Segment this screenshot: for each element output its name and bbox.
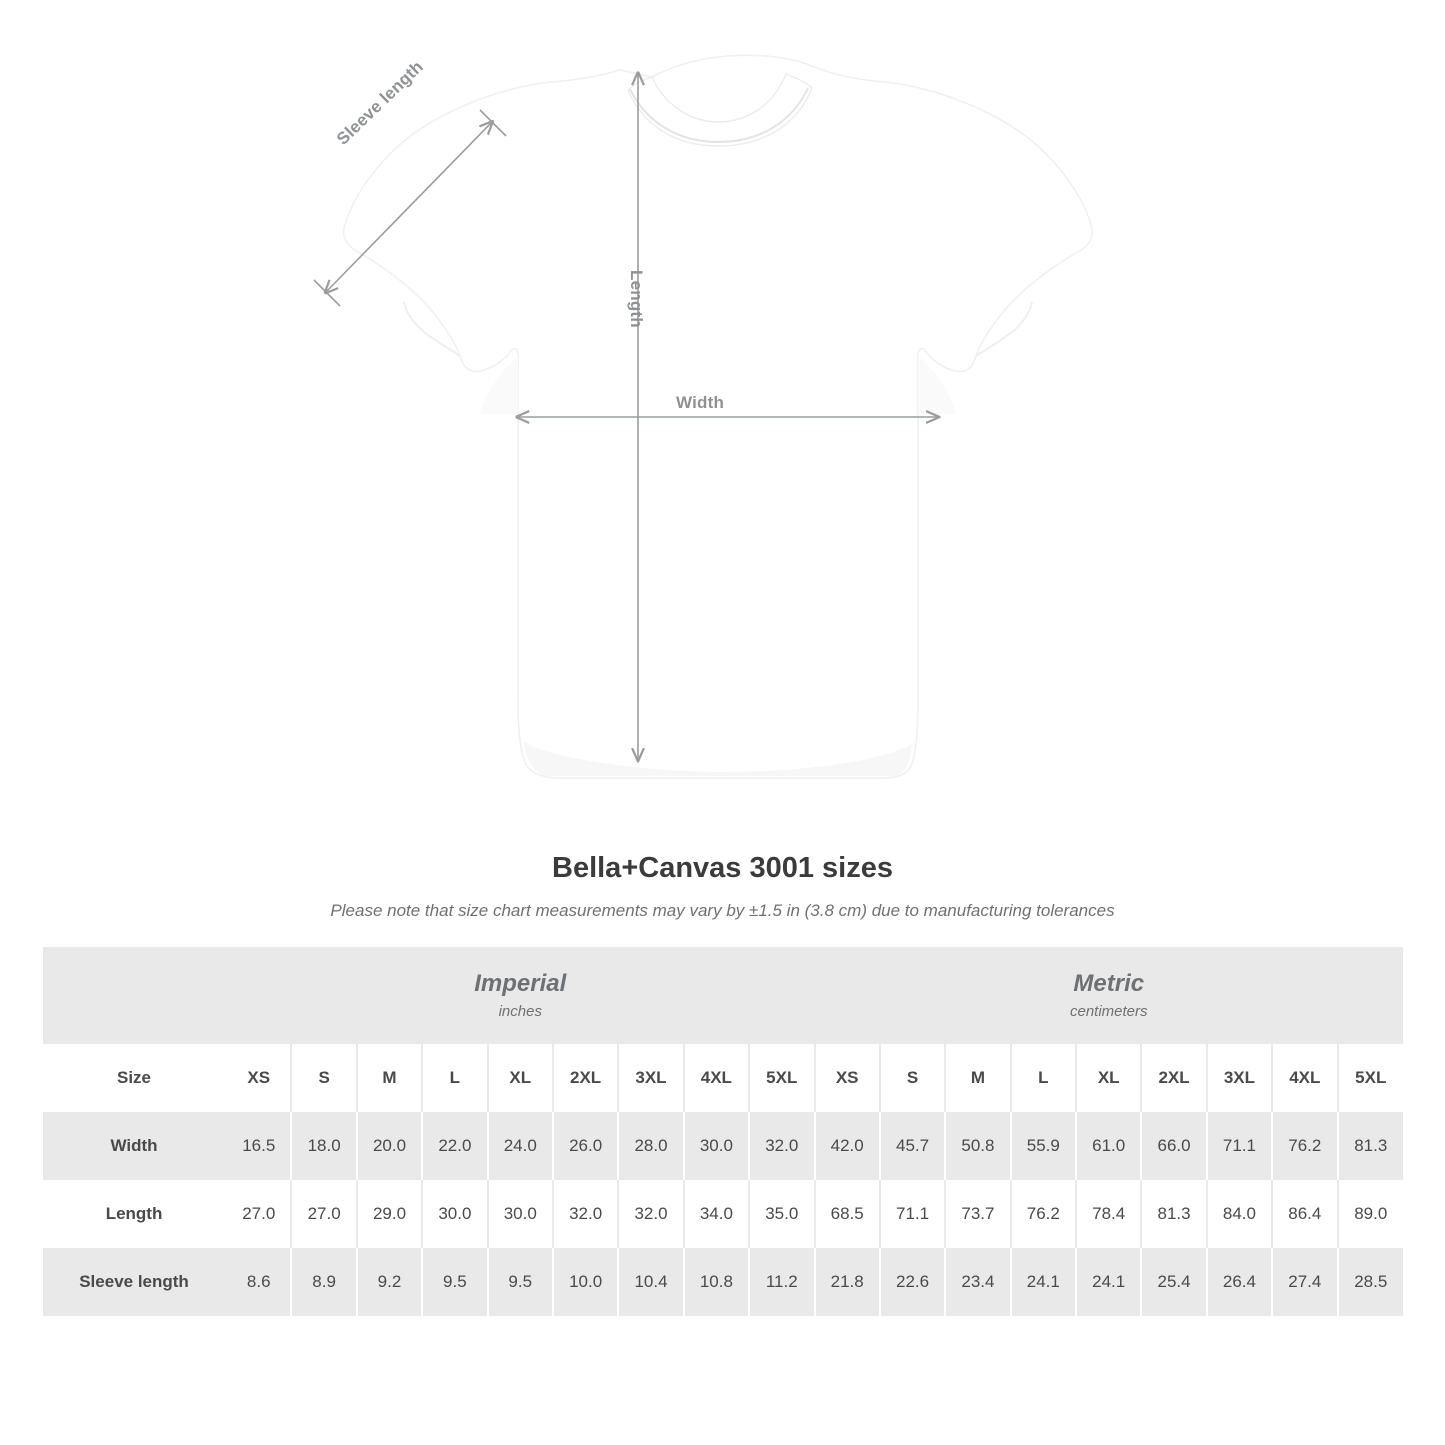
length-0: 27.0 <box>226 1180 291 1248</box>
width-3: 22.0 <box>422 1112 487 1180</box>
sleeve-3: 9.5 <box>422 1248 487 1316</box>
size-col-15: 3XL <box>1207 1044 1272 1112</box>
length-9: 68.5 <box>815 1180 880 1248</box>
sleeve-0: 8.6 <box>226 1248 291 1316</box>
metric-sub: centimeters <box>1069 1003 1148 1021</box>
sleeve-2: 9.2 <box>357 1248 422 1316</box>
length-12: 76.2 <box>1011 1180 1076 1248</box>
size-col-13: XL <box>1076 1044 1141 1112</box>
sleeve-5: 10.0 <box>553 1248 618 1316</box>
width-2: 20.0 <box>357 1112 422 1180</box>
width-11: 50.8 <box>945 1112 1010 1180</box>
unit-header-metric <box>815 947 1404 1044</box>
size-col-2: M <box>357 1044 422 1112</box>
length-7: 34.0 <box>684 1180 749 1248</box>
length-5: 32.0 <box>553 1180 618 1248</box>
row-header-size: Size <box>43 1044 226 1112</box>
length-1: 27.0 <box>291 1180 356 1248</box>
width-12: 55.9 <box>1011 1112 1076 1180</box>
unit-header-row <box>43 947 1403 1044</box>
length-8: 35.0 <box>749 1180 814 1248</box>
size-col-5: 2XL <box>553 1044 618 1112</box>
length-label: Length <box>627 270 646 328</box>
imperial-name: Imperial <box>474 969 567 997</box>
size-col-16: 4XL <box>1272 1044 1337 1112</box>
sleeve-6: 10.4 <box>618 1248 683 1316</box>
size-col-4: XL <box>488 1044 553 1112</box>
length-11: 73.7 <box>945 1180 1010 1248</box>
size-chart-table <box>43 947 1403 1316</box>
width-label: Width <box>676 393 725 412</box>
length-15: 84.0 <box>1207 1180 1272 1248</box>
width-8: 32.0 <box>749 1112 814 1180</box>
size-col-10: S <box>880 1044 945 1112</box>
size-col-12: L <box>1011 1044 1076 1112</box>
width-0: 16.5 <box>226 1112 291 1180</box>
row-header-width: Width <box>43 1112 226 1180</box>
row-header-sleeve-length: Sleeve length <box>43 1248 226 1316</box>
width-17: 81.3 <box>1338 1112 1404 1180</box>
page-title: Bella+Canvas 3001 sizes <box>552 852 893 884</box>
sleeve-10: 22.6 <box>880 1248 945 1316</box>
sleeve-15: 26.4 <box>1207 1248 1272 1316</box>
metric-name: Metric <box>1073 969 1145 997</box>
length-2: 29.0 <box>357 1180 422 1248</box>
sleeve-16: 27.4 <box>1272 1248 1337 1316</box>
table-row-length <box>43 1180 1403 1248</box>
width-13: 61.0 <box>1076 1112 1141 1180</box>
width-7: 30.0 <box>684 1112 749 1180</box>
width-15: 71.1 <box>1207 1112 1272 1180</box>
sleeve-8: 11.2 <box>749 1248 814 1316</box>
sleeve-4: 9.5 <box>488 1248 553 1316</box>
sleeve-7: 10.8 <box>684 1248 749 1316</box>
size-col-11: M <box>945 1044 1010 1112</box>
length-10: 71.1 <box>880 1180 945 1248</box>
row-header-length: Length <box>43 1180 226 1248</box>
sleeve-9: 21.8 <box>815 1248 880 1316</box>
size-col-8: 5XL <box>749 1044 814 1112</box>
length-17: 89.0 <box>1338 1180 1404 1248</box>
sleeve-1: 8.9 <box>291 1248 356 1316</box>
sleeve-length-label: Sleeve length <box>333 57 427 149</box>
width-9: 42.0 <box>815 1112 880 1180</box>
sleeve-13: 24.1 <box>1076 1248 1141 1316</box>
size-col-9: XS <box>815 1044 880 1112</box>
size-col-7: 4XL <box>684 1044 749 1112</box>
length-3: 30.0 <box>422 1180 487 1248</box>
width-1: 18.0 <box>291 1112 356 1180</box>
width-6: 28.0 <box>618 1112 683 1180</box>
length-16: 86.4 <box>1272 1180 1337 1248</box>
unit-header-blank <box>43 947 226 1044</box>
width-16: 76.2 <box>1272 1112 1337 1180</box>
size-col-6: 3XL <box>618 1044 683 1112</box>
length-6: 32.0 <box>618 1180 683 1248</box>
unit-header-imperial <box>226 947 814 1044</box>
sleeve-17: 28.5 <box>1338 1248 1404 1316</box>
width-5: 26.0 <box>553 1112 618 1180</box>
sleeve-14: 25.4 <box>1141 1248 1206 1316</box>
width-14: 66.0 <box>1141 1112 1206 1180</box>
length-13: 78.4 <box>1076 1180 1141 1248</box>
sleeve-12: 24.1 <box>1011 1248 1076 1316</box>
length-4: 30.0 <box>488 1180 553 1248</box>
sleeve-11: 23.4 <box>945 1248 1010 1316</box>
size-chart-table-wrap <box>43 947 1403 1316</box>
imperial-sub: inches <box>498 1003 542 1021</box>
size-col-14: 2XL <box>1141 1044 1206 1112</box>
size-col-17: 5XL <box>1338 1044 1404 1112</box>
width-10: 45.7 <box>880 1112 945 1180</box>
size-col-1: S <box>291 1044 356 1112</box>
width-4: 24.0 <box>488 1112 553 1180</box>
length-14: 81.3 <box>1141 1180 1206 1248</box>
size-col-3: L <box>422 1044 487 1112</box>
size-header-row <box>43 1044 1403 1112</box>
table-row-width <box>43 1112 1403 1180</box>
size-col-0: XS <box>226 1044 291 1112</box>
table-row-sleeve-length <box>43 1248 1403 1316</box>
tolerance-note: Please note that size chart measurements may vary by ±1.5 in (3.8 cm) due to manufacturing tolerances <box>330 901 1115 920</box>
